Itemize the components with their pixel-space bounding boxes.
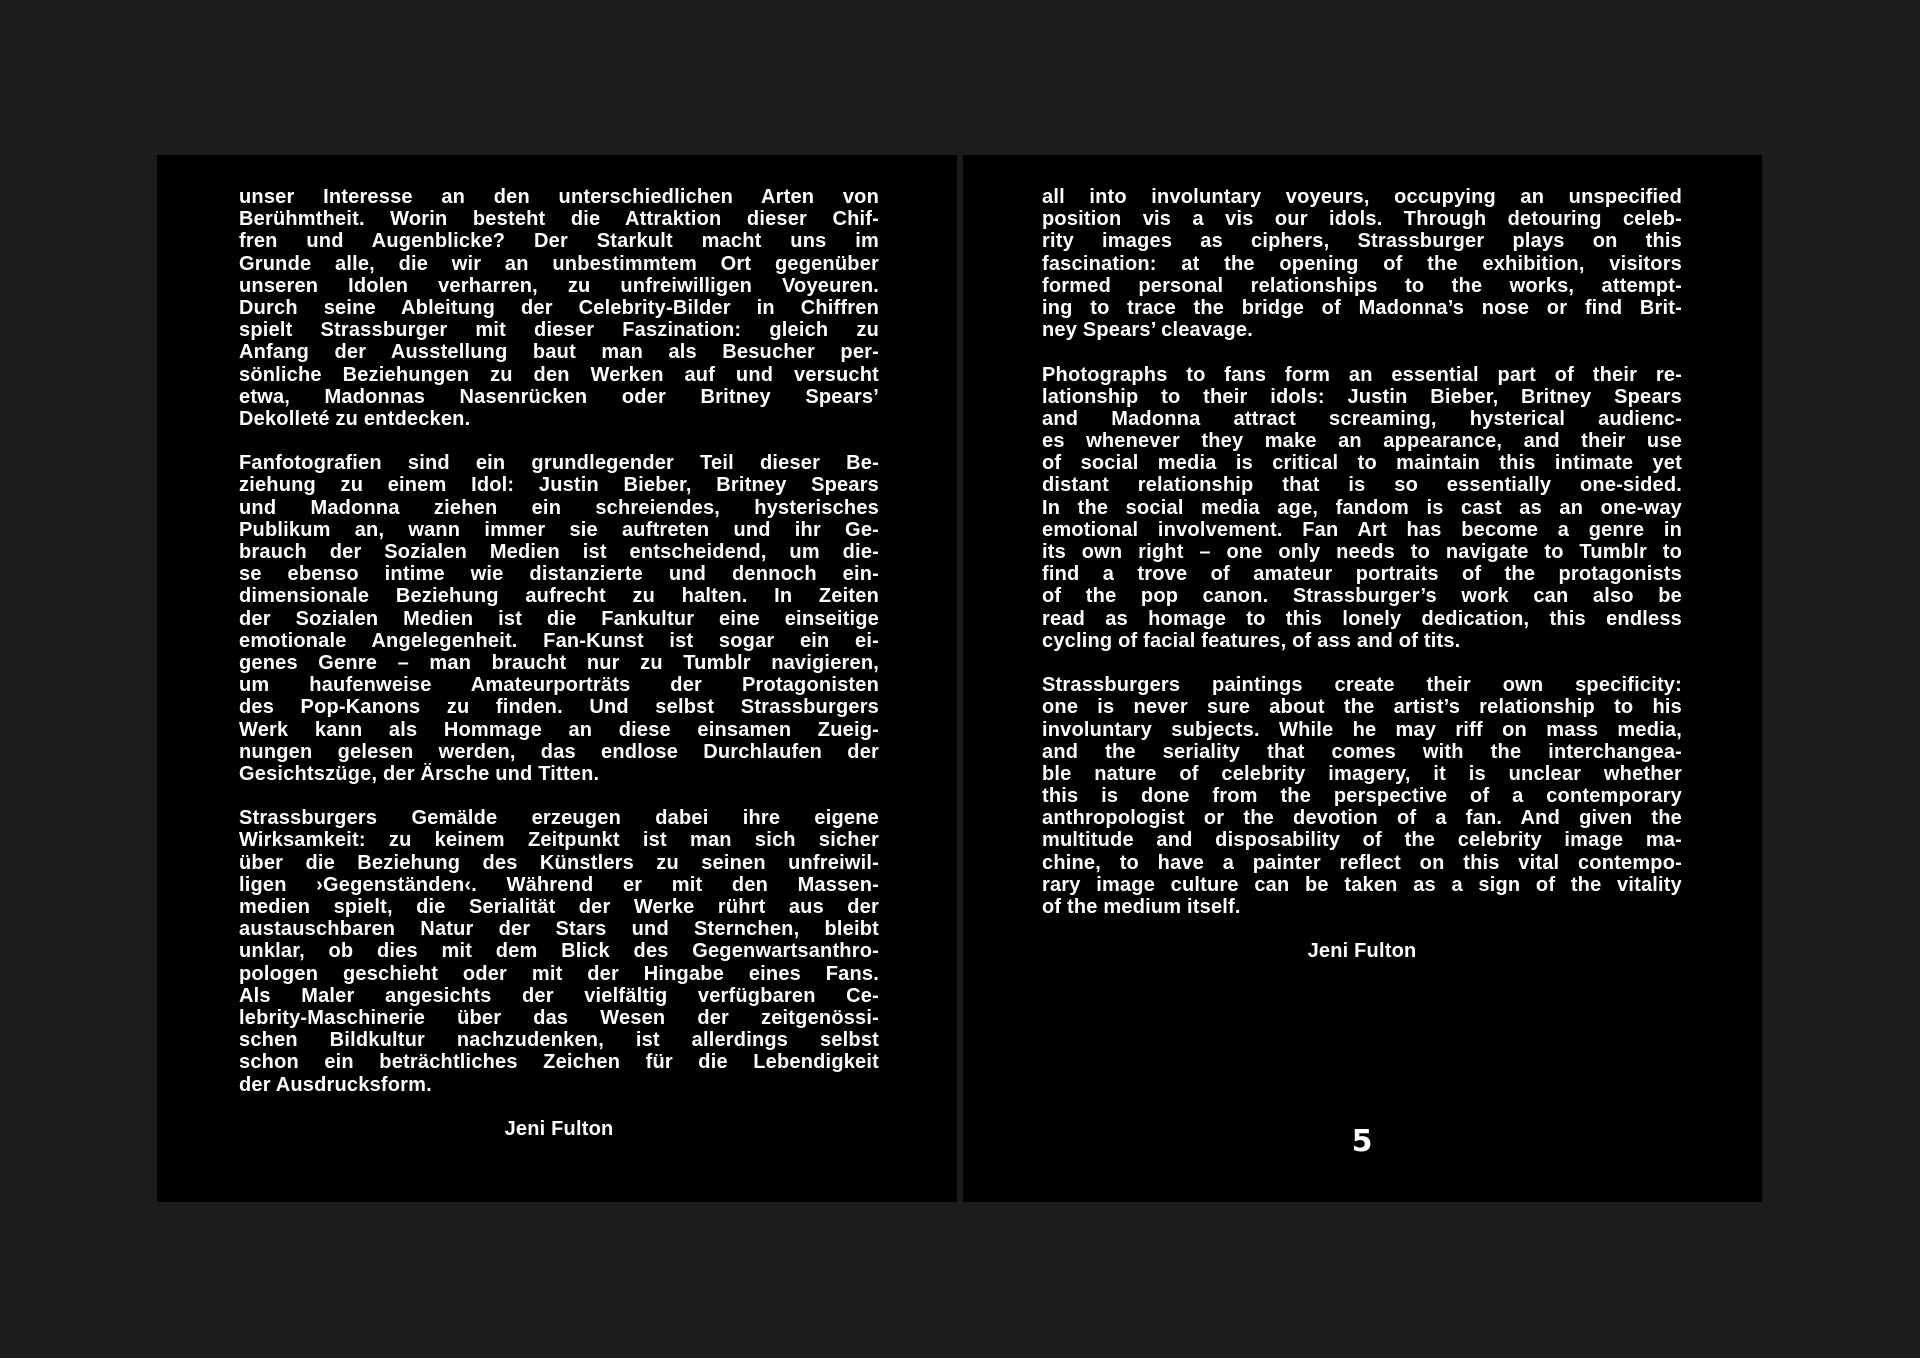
text-line: ney Spears’ cleavage. bbox=[1042, 319, 1254, 342]
text-line: dimensionale Beziehung aufrecht zu halten. In Zeiten bbox=[239, 585, 879, 608]
text-line: Strassburgers Gemälde erzeugen dabei ihre eigene bbox=[239, 807, 879, 830]
author-signature: Jeni Fulton bbox=[1307, 940, 1417, 963]
text-line: und Madonna ziehen ein schreiendes, hysterisches bbox=[239, 496, 879, 519]
text-line: one is never sure about the artist’s relationship to his bbox=[1042, 696, 1682, 719]
text-line: emotionale Angelegenheit. Fan-Kunst ist sogar ein ei- bbox=[239, 629, 879, 652]
text-line: Berühmtheit. Worin besteht die Attraktion dieser Chif- bbox=[239, 208, 879, 231]
text-line: position vis a vis our idols. Through detouring celeb- bbox=[1042, 208, 1682, 231]
paragraph bbox=[1042, 674, 1682, 918]
text-line: unklar, ob dies mit dem Blick des Gegenwartsanthro- bbox=[239, 940, 879, 963]
text-line: Publikum an, wann immer sie auftreten und ihr Ge- bbox=[239, 518, 879, 541]
text-line: cycling of facial features, of ass and of tits. bbox=[1042, 629, 1461, 652]
text-line: find a trove of amateur portraits of the protagonists bbox=[1042, 563, 1682, 586]
text-line: austauschbaren Natur der Stars und Sternchen, bleibt bbox=[239, 918, 879, 941]
text-line: of social media is critical to maintain this intimate yet bbox=[1042, 452, 1682, 475]
paragraph bbox=[239, 807, 879, 1095]
text-line: of the medium itself. bbox=[1042, 896, 1241, 918]
text-line: fascination: at the opening of the exhibition, visitors bbox=[1042, 252, 1682, 275]
text-line: anthropologist or the devotion of a fan. And given the bbox=[1042, 807, 1682, 830]
paragraph bbox=[1042, 364, 1682, 652]
text-line: Anfang der Ausstellung baut man als Besucher per- bbox=[239, 341, 879, 364]
text-line: brauch der Sozialen Medien ist entscheidend, um die- bbox=[239, 541, 879, 563]
text-line: Werk kann als Hommage an diese einsamen Zueig- bbox=[239, 718, 879, 741]
text-line: involuntary subjects. While he may riff on mass media, bbox=[1042, 718, 1682, 741]
right-text-column bbox=[1042, 186, 1682, 963]
text-line: Fanfotografien sind ein grundlegender Teil dieser Be- bbox=[239, 452, 879, 475]
text-line: medien spielt, die Serialität der Werke rührt aus der bbox=[239, 896, 879, 918]
text-line: this is done from the perspective of a contemporary bbox=[1042, 785, 1682, 808]
paragraph bbox=[239, 186, 879, 430]
text-line: etwa, Madonnas Nasenrücken oder Britney Spears’ bbox=[239, 385, 879, 408]
text-line: its own right – one only needs to navigate to Tumblr to bbox=[1042, 541, 1682, 563]
text-line: unseren Idolen verharren, zu unfreiwilligen Voyeuren. bbox=[239, 274, 879, 297]
text-line: Gesichtszüge, der Ärsche und Titten. bbox=[239, 762, 600, 785]
text-line: read as homage to this lonely dedication, this endless bbox=[1042, 607, 1682, 630]
text-line: spielt Strassburger mit dieser Faszination: gleich zu bbox=[239, 319, 879, 342]
text-line: Grunde alle, die wir an unbestimmtem Ort gegenüber bbox=[239, 252, 879, 275]
text-line: Durch seine Ableitung der Celebrity-Bilder in Chiffren bbox=[239, 296, 879, 319]
text-line: emotional involvement. Fan Art has become a genre in bbox=[1042, 518, 1682, 541]
left-text-column bbox=[239, 186, 879, 1140]
text-line: In the social media age, fandom is cast as an one-way bbox=[1042, 496, 1682, 519]
text-line: Strassburgers paintings create their own specificity: bbox=[1042, 674, 1682, 697]
text-line: multitude and disposability of the celebrity image ma- bbox=[1042, 829, 1682, 852]
right-page bbox=[963, 155, 1762, 1202]
text-line: and Madonna attract screaming, hysterical audienc- bbox=[1042, 407, 1682, 430]
text-line: ligen ›Gegenständen‹. Während er mit den Massen- bbox=[239, 873, 879, 896]
text-line: chine, to have a painter reflect on this vital contempo- bbox=[1042, 851, 1682, 874]
text-line: über die Beziehung des Künstlers zu seinen unfreiwil- bbox=[239, 851, 879, 874]
text-line: unser Interesse an den unterschiedlichen Arten von bbox=[239, 186, 879, 208]
text-line: genes Genre – man braucht nur zu Tumblr navigieren, bbox=[239, 651, 879, 674]
text-line: se ebenso intime wie distanzierte und dennoch ein- bbox=[239, 563, 879, 586]
text-line: ble nature of celebrity imagery, it is unclear whether bbox=[1042, 762, 1682, 785]
text-line: des Pop-Kanons zu finden. Und selbst Strassburgers bbox=[239, 696, 879, 719]
text-line: sönliche Beziehungen zu den Werken auf und versucht bbox=[239, 363, 879, 386]
text-line: nungen gelesen werden, das endlose Durchlaufen der bbox=[239, 740, 879, 763]
text-line: schon ein beträchtliches Zeichen für die Lebendigkeit bbox=[239, 1051, 879, 1074]
text-line: schen Bildkultur nachzudenken, ist allerdings selbst bbox=[239, 1029, 879, 1052]
text-line: Als Maler angesichts der vielfältig verfügbaren Ce- bbox=[239, 984, 879, 1007]
text-line: ziehung zu einem Idol: Justin Bieber, Britney Spears bbox=[239, 474, 879, 497]
text-line: of the pop canon. Strassburger’s work can also be bbox=[1042, 585, 1682, 608]
text-line: lebrity-Maschinerie über das Wesen der zeitgenössi- bbox=[239, 1006, 879, 1029]
text-line: pologen geschieht oder mit der Hingabe eines Fans. bbox=[239, 962, 879, 985]
text-line: um haufenweise Amateurporträts der Protagonisten bbox=[239, 674, 879, 697]
text-line: formed personal relationships to the works, attempt- bbox=[1042, 274, 1682, 297]
text-line: rity images as ciphers, Strassburger plays on this bbox=[1042, 230, 1682, 253]
text-line: lationship to their idols: Justin Bieber, Britney Spears bbox=[1042, 385, 1682, 408]
text-line: all into involuntary voyeurs, occupying an unspecified bbox=[1042, 186, 1682, 208]
author-signature: Jeni Fulton bbox=[504, 1117, 614, 1140]
text-line: ing to trace the bridge of Madonna’s nose or find Brit- bbox=[1042, 296, 1682, 319]
text-line: Dekolleté zu entdecken. bbox=[239, 407, 471, 430]
text-line: Photographs to fans form an essential part of their re- bbox=[1042, 363, 1682, 386]
text-line: distant relationship that is so essentially one-sided. bbox=[1042, 474, 1682, 497]
text-line: rary image culture can be taken as a sign of the vitality bbox=[1042, 873, 1682, 896]
text-line: fren und Augenblicke? Der Starkult macht uns im bbox=[239, 230, 879, 253]
book-spread bbox=[157, 155, 1762, 1202]
text-line: es whenever they make an appearance, and their use bbox=[1042, 430, 1682, 453]
page-number: 5 bbox=[1351, 1124, 1373, 1159]
text-line: der Sozialen Medien ist die Fankultur eine einseitige bbox=[239, 607, 879, 630]
text-line: der Ausdrucksform. bbox=[239, 1073, 432, 1096]
text-line: Wirksamkeit: zu keinem Zeitpunkt ist man sich sicher bbox=[239, 829, 879, 852]
paragraph bbox=[239, 452, 879, 785]
text-line: and the seriality that comes with the interchangea- bbox=[1042, 740, 1682, 763]
left-page bbox=[157, 155, 957, 1202]
paragraph bbox=[1042, 186, 1682, 341]
